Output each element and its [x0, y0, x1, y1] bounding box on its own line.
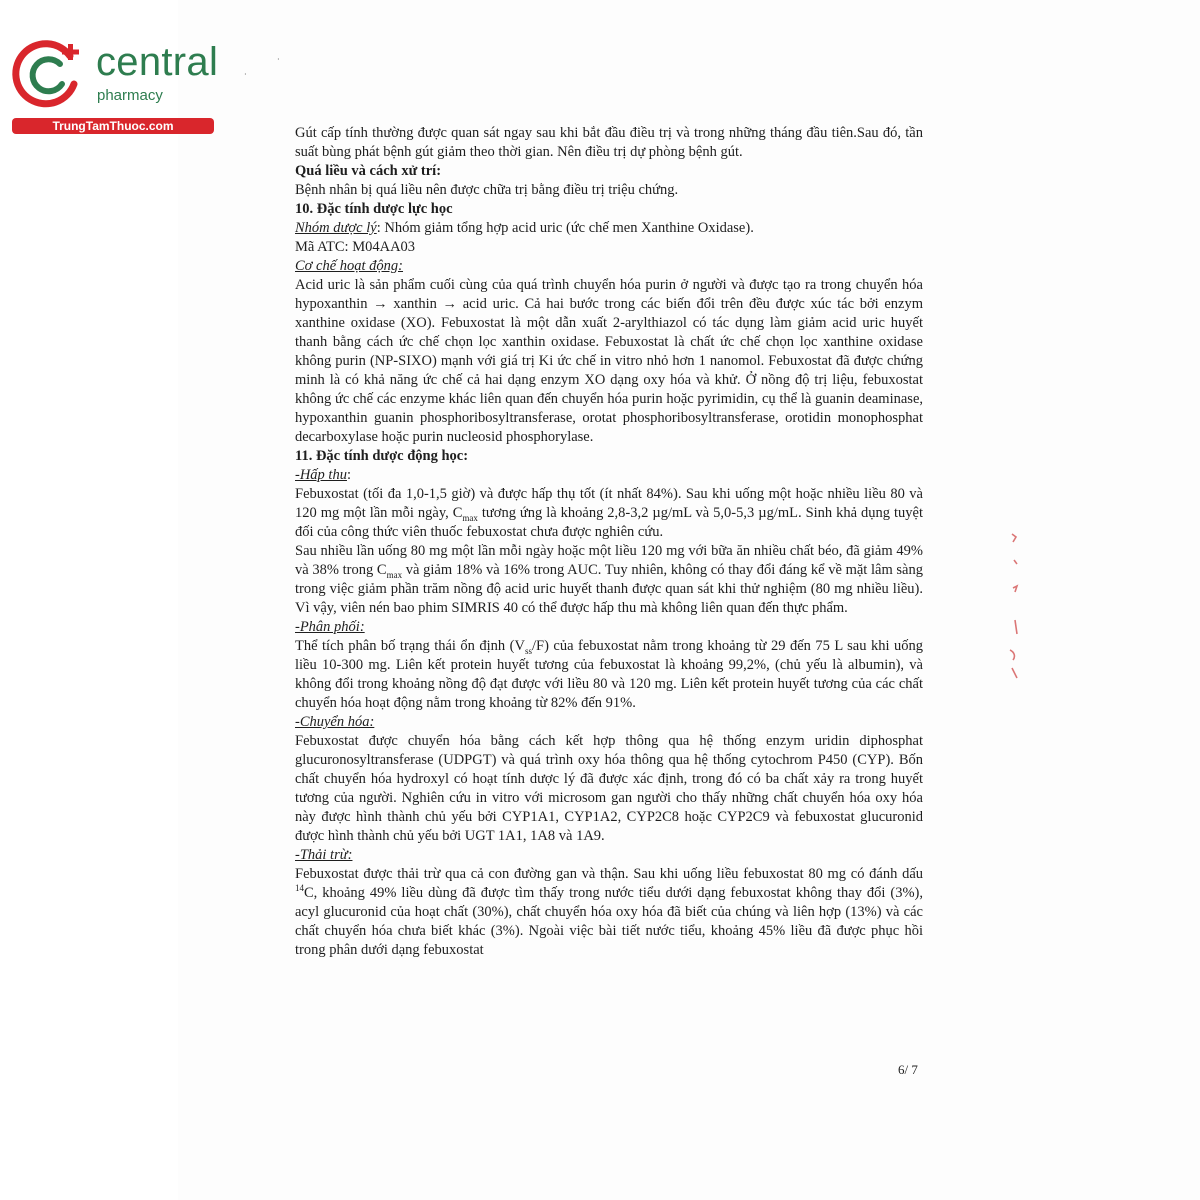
pharmacy-cross-logo-icon	[8, 34, 90, 116]
label-metabolism: -Chuyển hóa:	[295, 714, 375, 730]
heading-overdose: Quá liều và cách xử trí:	[295, 163, 442, 179]
red-stamp-mark-icon	[1000, 530, 1030, 690]
label-drug-group: Nhóm dược lý	[295, 220, 377, 236]
document-body	[295, 124, 923, 960]
absorption-label-line	[295, 466, 923, 485]
paragraph-metabolism: Febuxostat được chuyển hóa bằng cách kết hợp thông qua hệ thống enzym uridin diphosphat glucuronosyltransferase (UDPGT) và quá trình oxy hóa thông qua hệ thống cytochrom P450 (CYP). Bốn chất chuyển hóa hydroxyl có hoạt tính dược lý đã được xác định, trong đó có ba chất xảy ra trong huyết tương của người. Nghiên cứu in vitro với microsom gan người cho thấy những chất chuyển hóa oxy hóa này được hình thành chủ yếu bởi CYP1A1, CYP1A2, CYP2C8 hoặc CYP2C9 và febuxostat glucuronid được hình thành chủ yếu bởi UGT 1A1, 1A8 và 1A9.	[295, 733, 923, 844]
metabolism-label-line	[295, 713, 923, 732]
paragraph-overdose: Bệnh nhân bị quá liều nên được chữa trị bằng điều trị triệu chứng.	[295, 182, 679, 198]
paragraph-drug-group	[295, 219, 923, 238]
excretion-part-b: C, khoảng 49% liều dùng đã được tìm thấy trong nước tiểu dưới dạng febuxostat không thay đổi (3%), acyl glucuronid của hoạt chất (30%), chất chuyển hóa oxy hóa đã biết của chúng và liên hợp (13%) và các chất chuyển hóa chưa biết khác (3%). Ngoài việc bài tiết nước tiểu, khoảng 45% liều đã được phục hồi trong phân dưới dạng febuxostat	[295, 885, 923, 958]
scan-speck: ·	[277, 55, 280, 64]
paragraph-excretion	[295, 865, 923, 960]
website-label: TrungTamThuoc.com	[12, 118, 214, 134]
subscript-max: max	[386, 569, 403, 580]
excretion-label-line	[295, 846, 923, 865]
page-number: 6/ 7	[898, 1062, 918, 1077]
superscript-14: 14	[295, 883, 304, 894]
label-mechanism: Cơ chế hoạt động:	[295, 258, 404, 274]
heading-pharmacodynamics: 10. Đặc tính dược lực học	[295, 201, 453, 217]
absorption-colon: :	[346, 467, 351, 483]
label-excretion: -Thải trừ:	[295, 847, 353, 863]
paragraph-mechanism: Acid uric là sản phẩm cuối cùng của quá trình chuyển hóa purin ở người và được tạo ra trong chuyển hóa hypoxanthin → xanthin → acid uric. Cả hai bước trong các biến đổi trên đều được xúc tác bởi enzym xanthine oxidase (XO). Febuxostat là một dẫn xuất 2-arylthiazol có tác dụng làm giảm acid uric huyết thanh bằng cách ức chế chọn lọc xanthin oxidase. Febuxostat là chất ức chế chọn lọc xanthine oxidase không purin (NP-SIXO) mạnh với giá trị Ki ức chế in vitro nhỏ hơn 1 nanomol. Febuxostat đã được chứng minh là có khả năng ức chế cả hai dạng enzym XO dạng oxy hóa và khử. Ở nồng độ trị liệu, febuxostat không ức chế các enzyme khác liên quan đến chuyển hóa purin hoặc pyrimidin, cụ thể là guanin deaminase, hypoxanthin guanin phosphoribosyltransferase, orotat phosphoribosyltransferase, orotidin monophosphat decarboxylase hoặc purin nucleosid phosphorylase.	[295, 277, 923, 445]
subscript-ss: ss	[524, 645, 532, 656]
central-pharmacy-logo[interactable]	[8, 34, 219, 134]
scan-speck: ·	[244, 70, 247, 79]
label-absorption: -Hấp thu	[295, 467, 347, 483]
paragraph-gout: Gút cấp tính thường được quan sát ngay sau khi bắt đầu điều trị và trong những tháng đầu tiên.Sau đó, tần suất bùng phát bệnh gút giảm theo thời gian. Nên điều trị dự phòng bệnh gút.	[295, 125, 923, 160]
absorption-2-part-b: và giảm 18% và 16% trong AUC. Tuy nhiên, không có thay đổi đáng kể về mặt lâm sàng trong việc giảm phần trăm nồng độ acid uric huyết thanh được quan sát khi thử nghiệm (80 mg nhiều liều). Vì vậy, viên nén bao phim SIMRIS 40 có thể được hấp thu mà không liên quan đến thực phẩm.	[295, 562, 923, 616]
subscript-max: max	[462, 512, 478, 523]
paragraph-absorption-1	[295, 485, 923, 542]
drug-group-text: : Nhóm giảm tổng hợp acid uric (ức chế men Xanthine Oxidase).	[376, 220, 754, 236]
mechanism-label-line	[295, 257, 923, 276]
absorption-1-part-b: tương ứng là khoảng 2,8-3,2 µg/mL và 5,0-5,3 µg/mL. Sinh khả dụng tuyệt đối của công thức viên thuốc febuxostat chưa được nghiên cứu.	[295, 505, 923, 540]
heading-pharmacokinetics: 11. Đặc tính dược động học:	[295, 448, 469, 464]
distribution-part-b: /F) của febuxostat nằm trong khoảng từ 29 đến 75 L sau khi uống liều 10-300 mg. Liên kết protein huyết tương của febuxostat là khoảng 99,2%, (chủ yếu là albumin), và không đổi trong khoảng nồng độ đạt được với liều 80 và 120 mg. Liên kết protein huyết tương của các chất chuyển hóa hoạt động nằm trong khoảng từ 82% đến 91%.	[295, 638, 923, 711]
atc-code: Mã ATC: M04AA03	[295, 239, 416, 255]
absorption-2-part-a: Sau nhiều lần uống 80 mg một lần mỗi ngày hoặc một liều 120 mg với bữa ăn nhiều chất béo, đã giảm 49% và 38% trong C	[295, 543, 923, 578]
excretion-part-a: Febuxostat được thải trừ qua cả con đường gan và thận. Sau khi uống liều febuxostat 80 mg có đánh dấu	[295, 866, 923, 882]
brand-name: central	[96, 40, 219, 84]
absorption-1-part-a: Febuxostat (tối đa 1,0-1,5 giờ) và được hấp thụ tốt (ít nhất 84%). Sau khi uống một hoặc nhiều liều 80 và 120 mg một lần mỗi ngày, C	[295, 486, 923, 521]
label-distribution: -Phân phối:	[295, 619, 365, 635]
distribution-part-a: Thể tích phân bố trạng thái ổn định (V	[295, 638, 525, 654]
paragraph-absorption-2	[295, 542, 923, 618]
brand-subtitle: pharmacy	[97, 87, 163, 104]
paragraph-distribution	[295, 637, 923, 713]
distribution-label-line	[295, 618, 923, 637]
